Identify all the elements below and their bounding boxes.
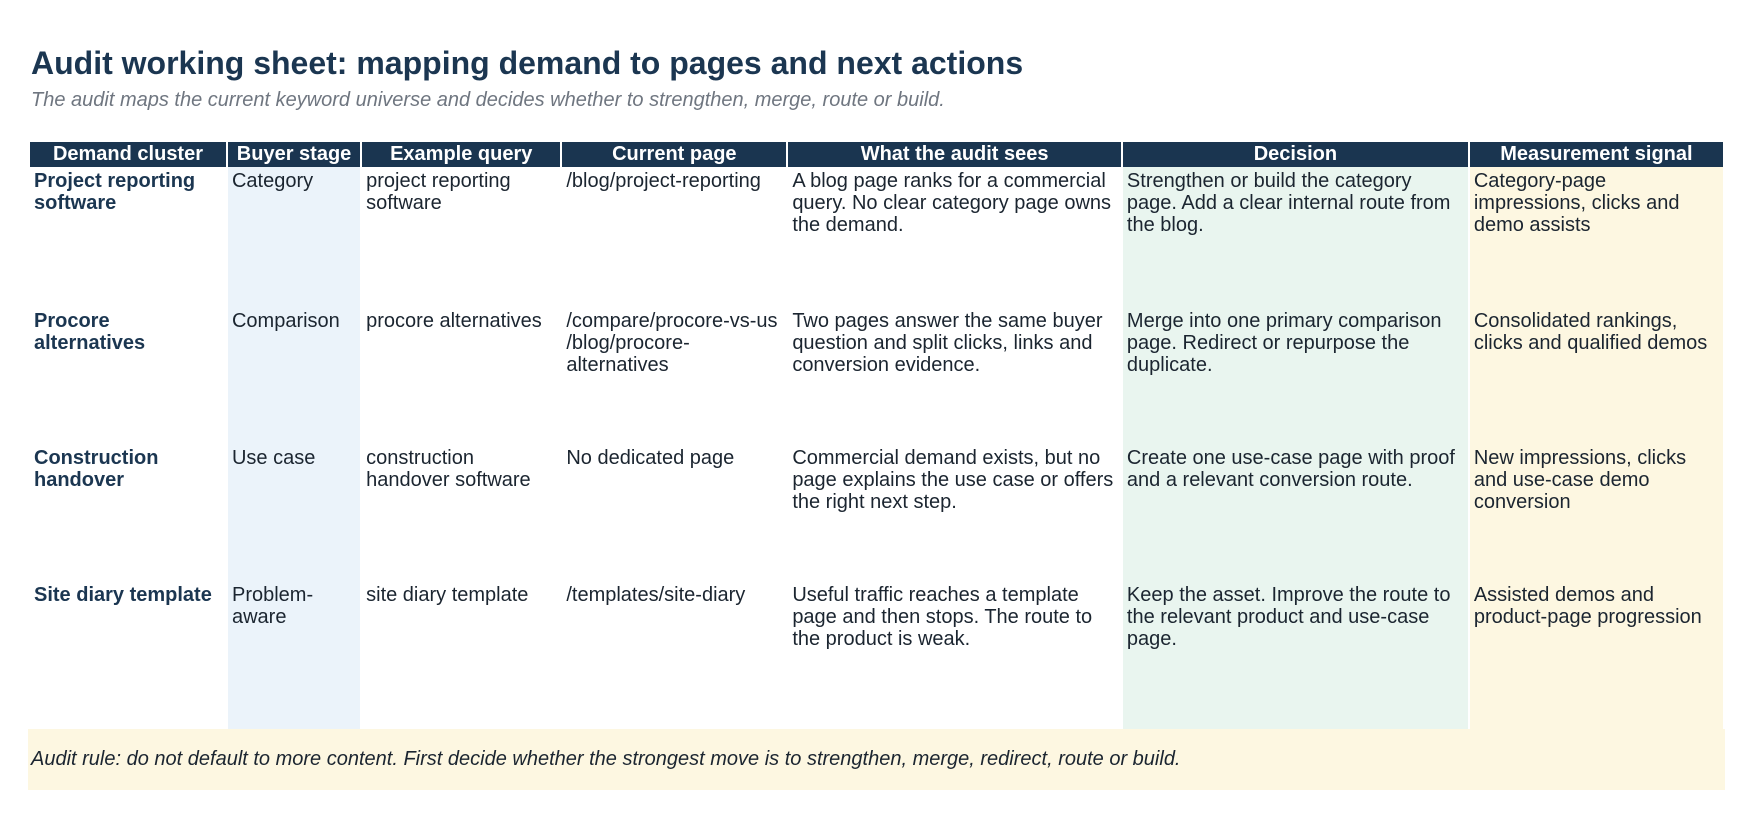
cell-example-query: project reporting software [366,170,511,214]
cell-demand-cluster: Procore alternatives [34,310,146,354]
table-row [30,444,1723,581]
column-header-measurement-signal: Measurement signal [1470,142,1723,167]
column-header-audit-sees: What the audit sees [788,142,1121,167]
cell-current-page: /blog/project-reporting [566,170,761,192]
cell-decision: Merge into one primary comparison page. Redirect or repurpose the duplicate. [1123,307,1468,444]
cell-decision: Create one use-case page with proof and a relevant conversion route. [1123,444,1468,581]
cell-decision: Keep the asset. Improve the route to the relevant product and use-case page. [1123,581,1468,746]
cell-buyer-stage: Use case [228,444,360,581]
column-header-demand-cluster: Demand cluster [30,142,226,167]
page-title: Audit working sheet: mapping demand to pages and next actions [31,45,1024,81]
table-row [30,581,1723,746]
cell-example-query: construction handover software [366,447,531,491]
cell-measurement-signal: Consolidated rankings, clicks and qualified demos [1470,307,1723,444]
cell-buyer-stage: Comparison [228,307,360,444]
column-header-buyer-stage: Buyer stage [228,142,360,167]
cell-audit-sees: Useful traffic reaches a template page and then stops. The route to the product is weak. [792,584,1093,650]
cell-demand-cluster: Site diary template [34,584,212,606]
cell-measurement-signal: New impressions, clicks and use-case demo conversion [1470,444,1723,581]
cell-audit-sees: A blog page ranks for a commercial query. No clear category page owns the demand. [792,170,1112,236]
table-row [30,167,1723,307]
cell-decision: Strengthen or build the category page. Add a clear internal route from the blog. [1123,167,1468,307]
table-row [30,307,1723,444]
cell-current-page: /templates/site-diary [566,584,746,606]
cell-buyer-stage: Problem-aware [228,581,360,746]
cell-demand-cluster: Project reporting software [34,170,196,214]
column-header-example-query: Example query [362,142,560,167]
audit-table [28,142,1725,746]
table-header-row [30,142,1723,167]
cell-measurement-signal: Category-page impressions, clicks and demo assists [1470,167,1723,307]
cell-audit-sees: Commercial demand exists, but no page explains the use case or offers the right next step. [792,447,1114,513]
page-subtitle: The audit maps the current keyword universe and decides whether to strengthen, merge, route or build. [31,89,945,111]
cell-demand-cluster: Construction handover [34,447,159,491]
cell-measurement-signal: Assisted demos and product-page progression [1470,581,1723,746]
cell-current-page: /compare/procore-vs-us /blog/procore-alternatives [566,310,778,376]
column-header-decision: Decision [1123,142,1468,167]
cell-current-page: No dedicated page [566,447,735,469]
audit-rule-note: Audit rule: do not default to more content. First decide whether the strongest move is to strengthen, merge, redirect, route or build. [28,729,1725,790]
cell-example-query: procore alternatives [366,310,542,332]
cell-audit-sees: Two pages answer the same buyer question and split clicks, links and conversion evidence. [792,310,1103,376]
column-header-current-page: Current page [562,142,786,167]
cell-example-query: site diary template [366,584,529,606]
cell-buyer-stage: Category [228,167,360,307]
